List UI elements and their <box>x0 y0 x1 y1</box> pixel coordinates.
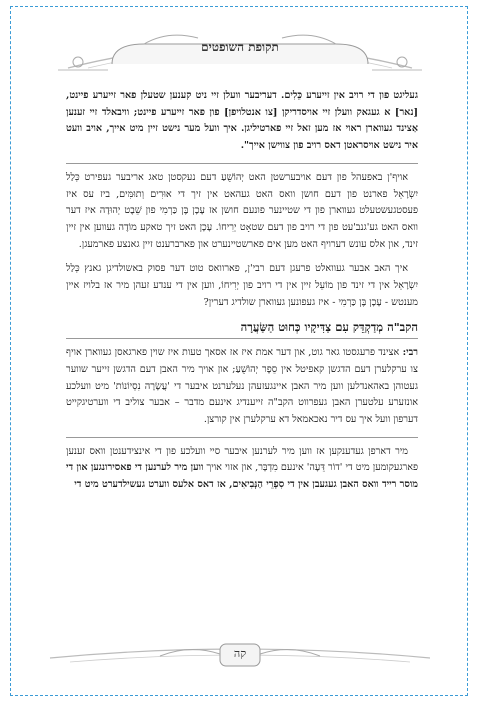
paragraph-1 <box>66 88 418 155</box>
rebbe-paragraph <box>66 345 418 429</box>
para1-text-a: געליגט פון די רויב אין זייערע <box>302 90 418 101</box>
page-header <box>48 18 432 76</box>
para1-text-b: כֵּלִים. דעריבער וועלן זיי ניט קענען <box>169 90 303 101</box>
para1-text-e: ". <box>240 140 250 152</box>
speaker-label: רבי: <box>402 347 418 359</box>
divider <box>66 163 418 164</box>
paragraph-2: אויף'ן באפעהל פון דעם אויבערשטן האט יְהוֹשֻׁעַ דעם נעקסטן טאג אריבער געפירט כְּלַל יִשְׂרָאֵל פארנט פון דעם חושן וואס האט געהאט אין זיך די אוּרִים וְתוּמִּים, ביז עס איז פעסטגעשטעלט געווארן פון די שטיינער פונעם חושן אז עָכָן בֶּן כַּרְמִי פון שֵׁבֶט יְהוּדָה איז דער וואס האט גע'גנב'עט פון די רויב פון דעם שטאָט יְרִיחוֹ. עָכָן האט זיך טאקע מוֹדֶה געווען אין זיין זינד, און אלס עונש דערויף האט מען אים פארשטיינערט און פארברענט זיין גאנצע פארמעגן. <box>66 171 418 250</box>
para1-text-c: שטעלן פאר זייערע פיינט, [נאר] א געגאק וועלן זיי אויסדריקן [צו אנטלויפן] פון פאר זייערע פיינט; <box>66 90 418 118</box>
para1-text-d: וויבאלד זיי זענען אַצינד געווארן ראוי אז מען זאל זיי פארטיליגן. איך וועל מער נישט זיין מיט אייך, אויב וועט איר נישט אויסראטן דאס רויב פון צווישן אייך <box>66 106 418 152</box>
closing-text-b: ווען מיר לערנען די פאסירונגען און די מוסר רייד וואס האבן געגעבן אין די סִפְרֵי הַנְּבִיאִים, אז דאס אלעס ווערט געשילדערט מיט די <box>66 462 418 491</box>
divider <box>66 338 418 339</box>
closing-text-a: מיר דארפן געדענקען אז ווען מיר לערנען איבער סיי וועלכע פון די אינצידענטן וואס זענען פארגעקומען מיט די 'דוֹר דֵּעָה' אינעם מִדְבָּר, און אזוי אויך <box>66 445 418 474</box>
page-body <box>66 88 418 502</box>
page-number: קה <box>233 647 247 660</box>
running-title: תקופת השופטים <box>201 40 279 54</box>
footer-ornament <box>40 636 440 686</box>
divider <box>66 437 418 438</box>
page-footer <box>40 636 440 686</box>
closing-paragraph <box>66 444 418 494</box>
paragraph-3: איך האב אבער געוואלט פרעגן דעם רבי'ן, פארוואס טוט דער פסוק באשולדיגן גאנץ כְּלַל יִשְׂרָאֵל אין די זינד פון מוֹעֵל זיין אין די רויב פון יְרִיחוֹ, ווען אין די ענדע זעהן מיר אז בלויז איין מענטש - עָכָן בֶּן כַּרְמִי - איז געפונען געווארן שולדיג דערין? <box>66 263 418 308</box>
rebbe-text: אצינד פרעגסטו גאר גוט, און דער אמת איז אז אסאך טעות איז שוין פארגאסן געווארן אויף צו ערקלערן דעם הדגשן קאפיטל אין סֵפֶר יְהוֹשֻׁעַ; און אויך מיר האבן דעם הדגשן זייער שווער געטוהן באהאנדלען ווען מיר האבן איינגעזעהן נעלערנט איבער די 'עֲשָׂרָה נִסְיוֹנוֹת' מיט וועלכע אונזערע עלטערן האבן געפרווט הקב"ה זייענדיג אינעם מדבר – אבער צוליב די ווערטיגקייט דערפון וועל איך עס דיר נאכאמאל דא ערקלערן אין קורצן. <box>66 347 418 425</box>
section-heading: הקב"ה מְדַקְדֵּק עִם צַדִּיקָיו כְּחוּט הַשַּׂעֲרָה <box>240 320 418 335</box>
